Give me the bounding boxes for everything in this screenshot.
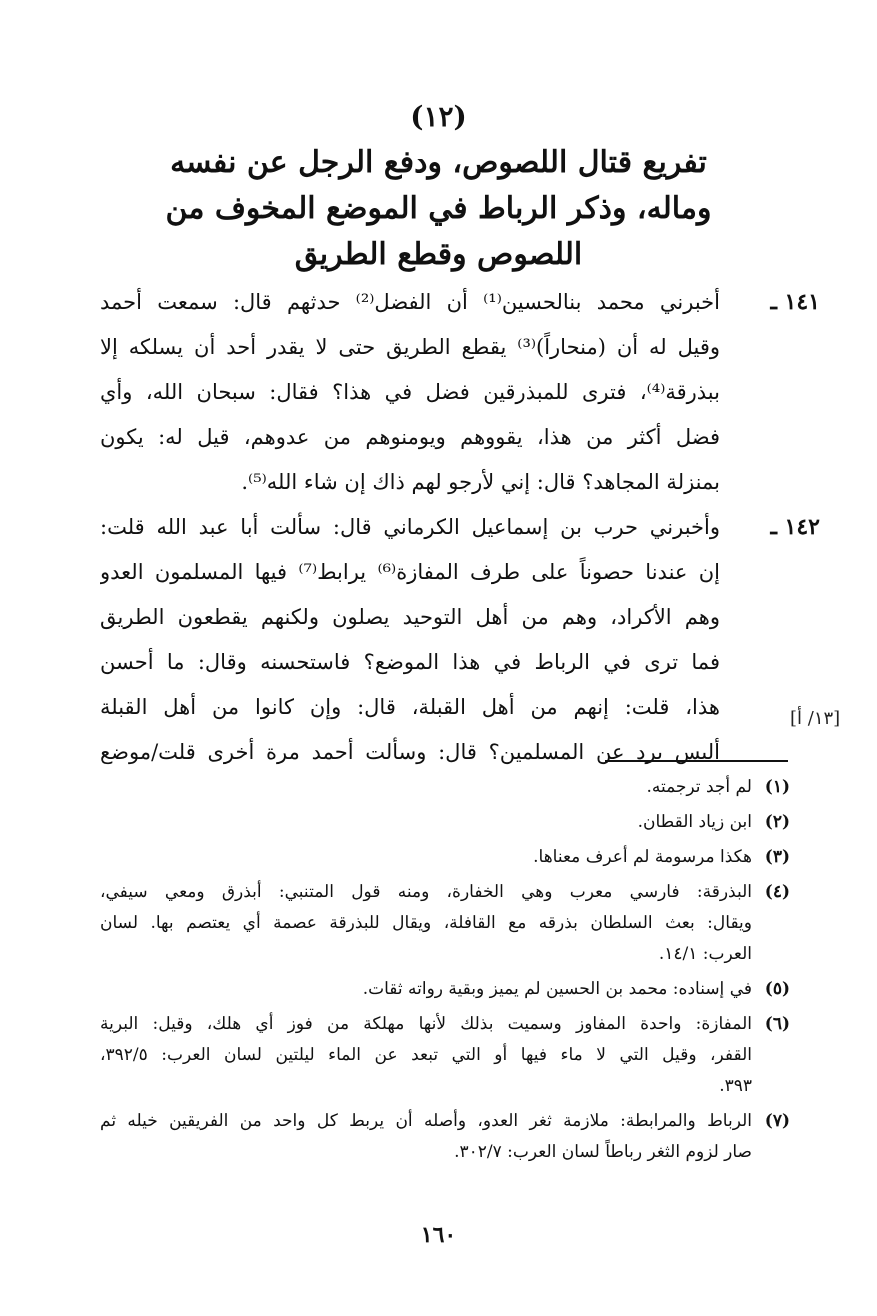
chapter-title-line: اللصوص وقطع الطريق <box>294 237 583 272</box>
footnote-line: صار لزوم الثغر رباطاً لسان العرب: ٣٠٢/٧. <box>454 1142 752 1162</box>
chapter-title-line: تفريع قتال اللصوص، ودفع الرجل عن نفسه <box>170 145 707 180</box>
footnote-line: ويقال: بعث السلطان بذرقه مع القافلة، ويقال للبذرقة عصمة أي يعتصم بها. لسان <box>100 913 752 933</box>
footnote-line: البذرقة: فارسي معرب وهي الخفارة، ومنه قول المتنبي: أبذرق ومعي سيفي، <box>100 882 752 902</box>
manuscript-folio-ref: [١٣/ أ] <box>790 708 841 729</box>
hadith-number: ١٤٢ ـ <box>770 514 820 540</box>
chapter-title <box>60 140 817 278</box>
footnote-number: (١) <box>764 777 790 797</box>
footnote-line: القفر، وقيل التي لا ماء فيها أو التي تبعد عن الماء ليلتين لسان العرب: ٣٩٢/٥، <box>100 1045 752 1065</box>
text-line: فما ترى في الرباط في هذا الموضع؟ فاستحسنه وقال: ما أحسن <box>100 650 720 674</box>
footnote-separator <box>605 760 788 762</box>
text-line: وأخبرني حرب بن إسماعيل الكرماني قال: سألت أبا عبد الله قلت: <box>100 515 720 539</box>
footnotes <box>100 772 790 1172</box>
footnote-line: المفازة: واحدة المفاوز وسميت بذلك لأنها مهلكة من فوز أي هلك، وقيل: البرية <box>100 1014 752 1034</box>
footnote-line: الرباط والمرابطة: ملازمة ثغر العدو، وأصله أن يربط كل واحد من الفريقين خيله ثم <box>100 1111 752 1131</box>
footnote-number: (٥) <box>764 979 790 999</box>
chapter-number: (١٢) <box>410 100 467 133</box>
text-line: وقيل له أن (منحاراً)⁽³⁾ يقطع الطريق حتى لا يقدر أحد أن يسلكه إلا <box>100 335 720 359</box>
text-line: إن عندنا حصوناً على طرف المفازة⁽⁶⁾ يرابط⁽⁷⁾ فيها المسلمون العدو <box>100 560 720 584</box>
text-line: وهم الأكراد، وهم من أهل التوحيد يصلون ولكنهم يقطعون الطريق <box>100 605 720 629</box>
footnote-number: (٣) <box>764 847 790 867</box>
footnote <box>100 842 790 873</box>
text-line: أخبرني محمد بنالحسين⁽¹⁾ أن الفضل⁽²⁾ حدثهم قال: سمعت أحمد <box>100 290 720 314</box>
text-line: أليس يرد عن المسلمين؟ قال: وسألت أحمد مرة أخرى قلت/موضع <box>100 740 720 764</box>
footnote-number: (٢) <box>764 812 790 832</box>
footnote-line: العرب: ١٤/١. <box>658 944 752 964</box>
footnote-line: ابن زياد القطان. <box>637 812 752 832</box>
page-number: ١٦٠ <box>420 1222 457 1248</box>
footnote-line: لم أجد ترجمته. <box>646 777 752 797</box>
footnote <box>100 1106 790 1168</box>
footnote <box>100 807 790 838</box>
footnote-number: (٤) <box>764 882 790 902</box>
footnote <box>100 877 790 970</box>
footnote <box>100 1009 790 1102</box>
hadith-number: ١٤١ ـ <box>770 289 820 315</box>
footnote <box>100 772 790 803</box>
text-line: ببذرقة⁽⁴⁾، فترى للمبذرقين فضل في هذا؟ فقال: سبحان الله، وأي <box>100 380 720 404</box>
footnote <box>100 974 790 1005</box>
footnote-line: في إسناده: محمد بن الحسين لم يميز وبقية رواته ثقات. <box>362 979 752 999</box>
footnote-number: (٧) <box>764 1111 790 1131</box>
footnote-number: (٦) <box>764 1014 790 1034</box>
footnote-line: هكذا مرسومة لم أعرف معناها. <box>533 847 752 867</box>
text-line: فضل أكثر من هذا، يقووهم ويومنوهم من عدوهم، قيل له: يكون <box>100 425 720 449</box>
hadith-141 <box>100 280 820 505</box>
text-line: هذا، قلت: إنهم من أهل القبلة، قال: وإن كانوا من أهل القبلة <box>100 695 720 719</box>
footnote-line: ٣٩٣. <box>719 1076 752 1096</box>
text-line: بمنزلة المجاهد؟ قال: إني لأرجو لهم ذاك إن شاء الله⁽⁵⁾. <box>241 470 720 494</box>
chapter-title-line: وماله، وذكر الرباط في الموضع المخوف من <box>165 191 712 226</box>
